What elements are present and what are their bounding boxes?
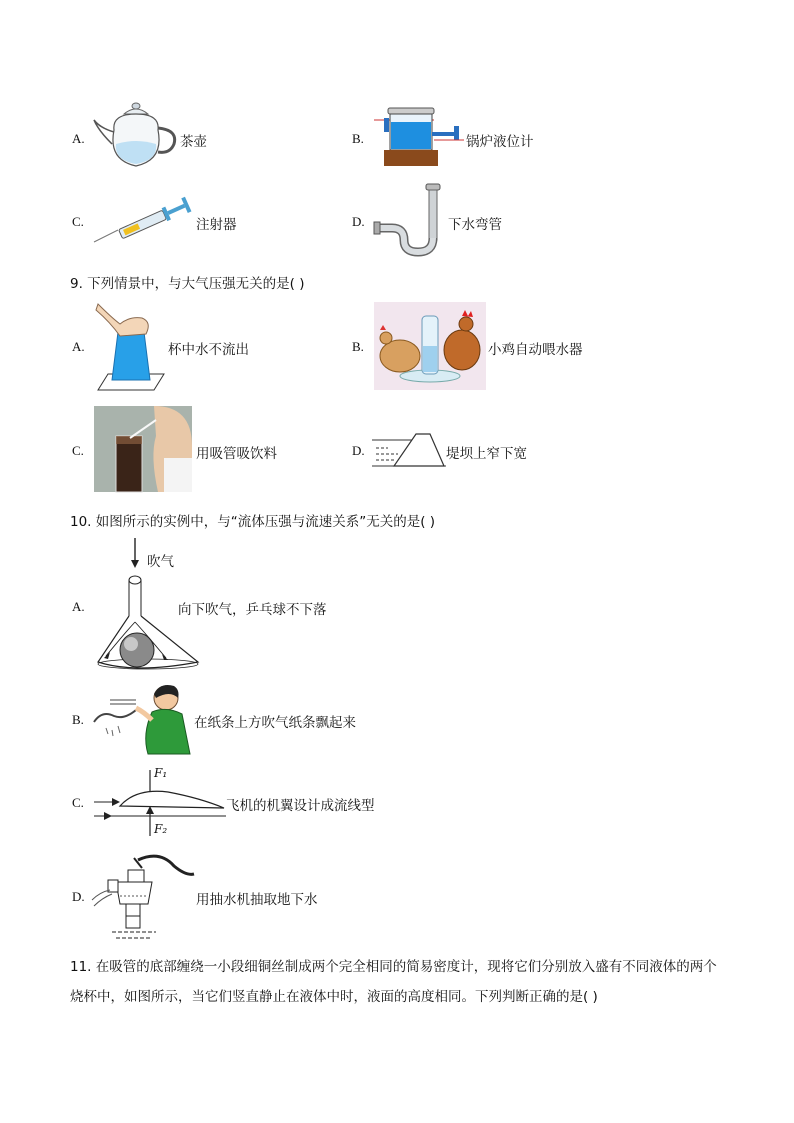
q8-option-a-label: 茶壶 — [180, 134, 207, 150]
water-pump-diagram — [90, 852, 196, 942]
q9-option-d-label: 堤坝上窄下宽 — [446, 446, 527, 462]
syringe-icon — [92, 196, 196, 246]
q9-stem: 9. 下列情景中，与大气压强无关的是( ) — [70, 276, 305, 292]
q8-option-b-label: 锅炉液位计 — [466, 134, 534, 150]
q9-option-b-letter: B. — [352, 339, 364, 354]
q8-option-a-letter: A. — [72, 131, 85, 146]
q9-option-b-label: 小鸡自动喂水器 — [488, 342, 583, 358]
force-f1-label: F₁ — [154, 766, 168, 780]
q10-option-d-label: 用抽水机抽取地下水 — [196, 892, 318, 908]
q10-option-a-label: 向下吹气，乒乓球不下落 — [178, 602, 327, 618]
dam-cross-section-icon — [372, 432, 446, 468]
force-f2-label: F₂ — [154, 822, 168, 836]
chicken-water-feeder-icon — [374, 302, 486, 390]
q10-option-c-letter: C. — [72, 795, 84, 810]
boy-blowing-paper-strip-icon — [90, 680, 194, 758]
q11-stem: 11. 在吸管的底部缠绕一小段细铜丝制成两个完全相同的简易密度计，现将它们分别放入盛有不同液体的两个烧杯中，如图所示，当它们竖直静止在液体中时，液面的高度相同。下列判断正确的是( ) — [70, 959, 717, 1005]
q10-option-b-label: 在纸条上方吹气纸条飘起来 — [194, 715, 356, 731]
boiler-level-gauge-icon — [374, 104, 464, 168]
q10-option-a-letter: A. — [72, 599, 85, 614]
q9-option-d-letter: D. — [352, 443, 365, 458]
q8-option-d-label: 下水弯管 — [448, 217, 502, 233]
q8-option-d-letter: D. — [352, 214, 365, 229]
drain-pipe-icon — [372, 182, 448, 256]
blow-air-label: 吹气 — [147, 554, 174, 570]
q9-option-c-letter: C. — [72, 443, 84, 458]
inverted-cup-icon — [94, 300, 170, 392]
q10-option-c-label: 飞机的机翼设计成流线型 — [226, 798, 375, 814]
q8-option-c-label: 注射器 — [196, 217, 237, 233]
q9-option-a-letter: A. — [72, 339, 85, 354]
q8-option-c-letter: C. — [72, 214, 84, 229]
q10-option-b-letter: B. — [72, 712, 84, 727]
q9-option-a-label: 杯中水不流出 — [168, 342, 249, 358]
teapot-icon — [92, 100, 180, 176]
q8-option-b-letter: B. — [352, 131, 364, 146]
q10-option-d-letter: D. — [72, 889, 85, 904]
q10-stem: 10. 如图所示的实例中，与“流体压强与流速关系”无关的是( ) — [70, 514, 436, 530]
drinking-with-straw-photo — [94, 406, 192, 492]
q9-option-c-label: 用吸管吸饮料 — [196, 446, 277, 462]
